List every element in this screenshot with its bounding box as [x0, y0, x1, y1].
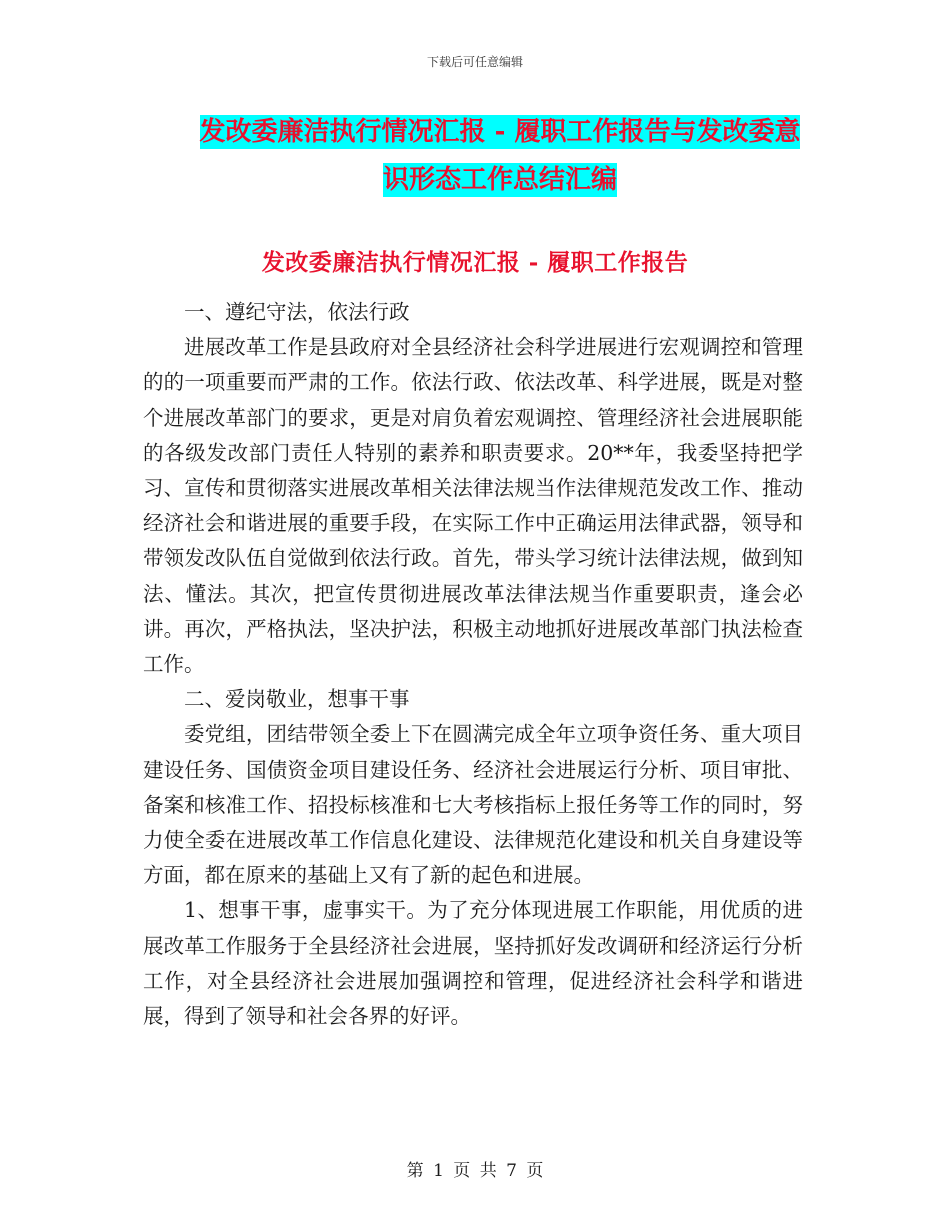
body-text: [143, 295, 803, 1034]
header-note: 下载后可任意编辑: [426, 55, 523, 69]
title-line-1: 发改委廉洁执行情况汇报 - 履职工作报告与发改委意: [199, 117, 801, 147]
page-number: 第 1 页 共 7 页: [406, 1161, 544, 1181]
heading-paragraph-1: 一、遵纪守法，依法行政: [184, 300, 410, 324]
title-line-2: 识形态工作总结汇编: [382, 165, 617, 195]
document-title: [140, 108, 860, 204]
heading-paragraph-2: 二、爱岗敬业，想事干事: [184, 687, 410, 712]
section-title: 发改委廉洁执行情况汇报 - 履职工作报告: [261, 249, 689, 276]
body-paragraph-1: 进展改革工作是县政府对全县经济社会科学进展进行宏观调控和管理的的一项重要而严肃的工作。依法行政、依法改革、科学进展，既是对整个进展改革部门的要求，更是对肩负着宏观调控、管理经济社会进展职能的各级发改部门责任人特别的素养和职责要求。20**年，我委坚持把学习、宣传和贯彻落实进展改革相关法律法规当作法律规范发改工作、推动经济社会和谐进展的重要手段，在实际工作中正确运用法律武器，领导和带领发改队伍自觉做到依法行政。首先，带头学习统计法律法规，做到知法、懂法。其次，把宣传贯彻进展改革法律法规当作重要职责，逢会必讲。再次，严格执法，坚决护法，积极主动地抓好进展改革部门执法检查工作。: [143, 335, 803, 677]
body-paragraph-2: 委党组，团结带领全委上下在圆满完成全年立项争资任务、重大项目建设任务、国债资金项目建设任务、经济社会进展运行分析、项目审批、备案和核准工作、招投标核准和七大考核指标上报任务等工作的同时，努力使全委在进展改革工作信息化建设、法律规范化建设和机关自身建设等方面，都在原来的基础上又有了新的起色和进展。: [143, 722, 803, 888]
body-paragraph-3: 1、想事干事，虚事实干。为了充分体现进展工作职能，用优质的进展改革工作服务于全县经济社会进展，坚持抓好发改调研和经济运行分析工作，对全县经济社会进展加强调控和管理，促进经济社会科学和谐进展，得到了领导和社会各界的好评。: [143, 898, 803, 1029]
